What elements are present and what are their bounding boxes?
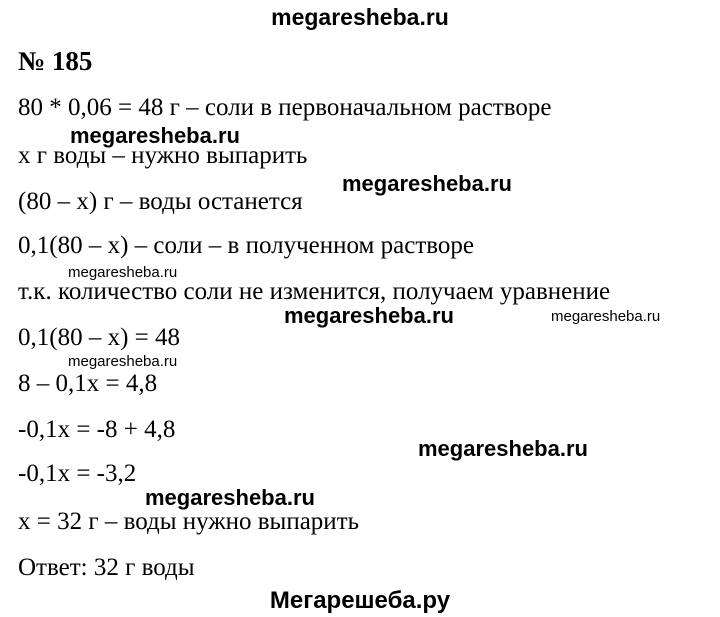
solution-line-5: т.к. количество соли не изменится, получаем уравнение [18, 278, 611, 305]
solution-line-8: -0,1х = -8 + 4,8 [18, 416, 176, 443]
problem-number: № 185 [18, 46, 93, 76]
watermark: megaresheba.ru [145, 485, 315, 510]
header-watermark: megaresheba.ru [271, 4, 449, 30]
solution-line-6: 0,1(80 – х) = 48 [18, 324, 180, 351]
answer-line: Ответ: 32 г воды [18, 554, 195, 581]
watermark: megaresheba.ru [68, 264, 178, 281]
solution-line-1: 80 * 0,06 = 48 г – соли в первоначальном растворе [18, 94, 552, 121]
watermark: megaresheba.ru [284, 303, 454, 328]
watermark: megaresheba.ru [418, 436, 588, 461]
solution-line-4: 0,1(80 – х) – соли – в полученном растворе [18, 232, 474, 259]
watermark: megaresheba.ru [342, 171, 512, 196]
watermark: megaresheba.ru [551, 308, 661, 325]
watermark: megaresheba.ru [70, 123, 240, 148]
solution-line-3: (80 – х) г – воды останется [18, 188, 303, 215]
footer-watermark: Мегарешеба.ру [269, 587, 451, 614]
solution-line-2: х г воды – нужно выпарить [18, 142, 308, 169]
solution-line-10: х = 32 г – воды нужно выпарить [18, 508, 360, 535]
solution-line-9: -0,1х = -3,2 [18, 460, 137, 487]
watermark: megaresheba.ru [68, 353, 178, 370]
solution-line-7: 8 – 0,1х = 4,8 [18, 370, 158, 397]
